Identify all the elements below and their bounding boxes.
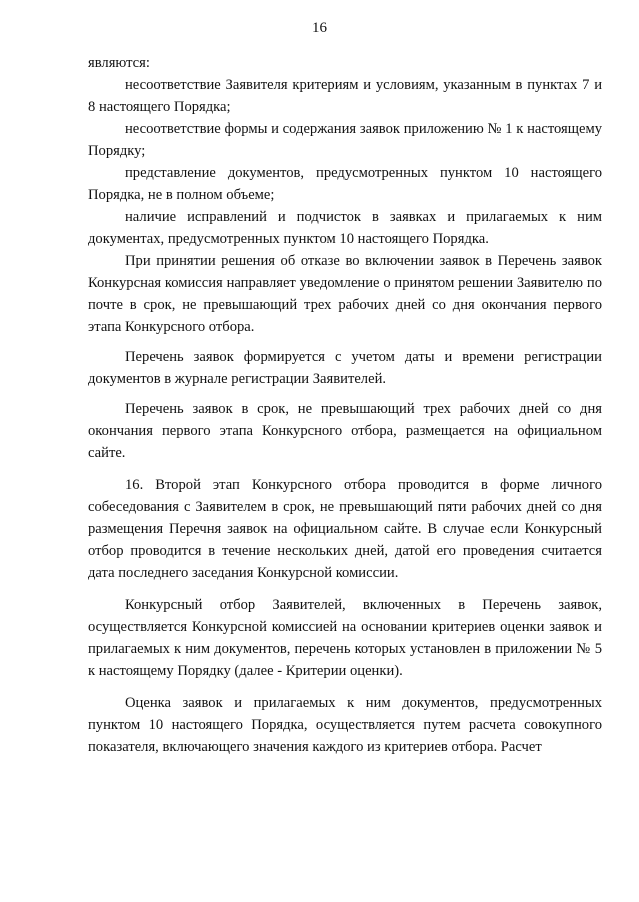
page-number: 16 [312, 20, 327, 36]
paragraph-competitive-selection: Конкурсный отбор Заявителей, включенных в Перечень заявок, осуществляется Конкурсной комиссией на основании критериев оценки заявок и прилагаемых к ним документов, перечень которых установлен в приложении № 5 к настоящему Порядку (далее - Критерии оценки). [88, 597, 602, 679]
list-item-corrections: наличие исправлений и подчисток в заявках и прилагаемых к ним документах, предусмотренных пунктом 10 настоящего Порядка. [88, 209, 602, 247]
paragraph-rejection-notice: При принятии решения об отказе во включении заявок в Перечень заявок Конкурсная комиссия направляет уведомление о принятом решении Заявителю по почте в срок, не превышающий трех рабочих дней со дня окончания первого этапа Конкурсного отбора. [88, 253, 602, 335]
document-body [88, 52, 602, 758]
paragraph-list-publication: Перечень заявок в срок, не превышающий трех рабочих дней со дня окончания первого этапа Конкурсного отбора, размещается на официальном сайте. [88, 401, 602, 461]
list-item-form-mismatch: несоответствие формы и содержания заявок приложению № 1 к настоящему Порядку; [88, 121, 602, 159]
paragraph-evaluation: Оценка заявок и прилагаемых к ним документов, предусмотренных пунктом 10 настоящего Порядка, осуществляется путем расчета совокупного показателя, включающего значения каждого из критериев отбора. Расчет [88, 695, 602, 755]
paragraph-second-stage: 16. Второй этап Конкурсного отбора проводится в форме личного собеседования с Заявителем в срок, не превышающий пяти рабочих дней со дня размещения Перечня заявок на официальном сайте. В случае если Конкурсный отбор проводится в течение нескольких дней, датой его проведения считается дата последнего заседания Конкурсной комиссии. [88, 477, 602, 581]
list-item-criteria-mismatch: несоответствие Заявителя критериям и условиям, указанным в пунктах 7 и 8 настоящего Порядка; [88, 77, 602, 115]
paragraph-continuation: являются: [88, 55, 150, 71]
list-item-incomplete-documents: представление документов, предусмотренных пунктом 10 настоящего Порядка, не в полном объеме; [88, 165, 602, 203]
paragraph-list-formation: Перечень заявок формируется с учетом даты и времени регистрации документов в журнале регистрации Заявителей. [88, 349, 602, 387]
